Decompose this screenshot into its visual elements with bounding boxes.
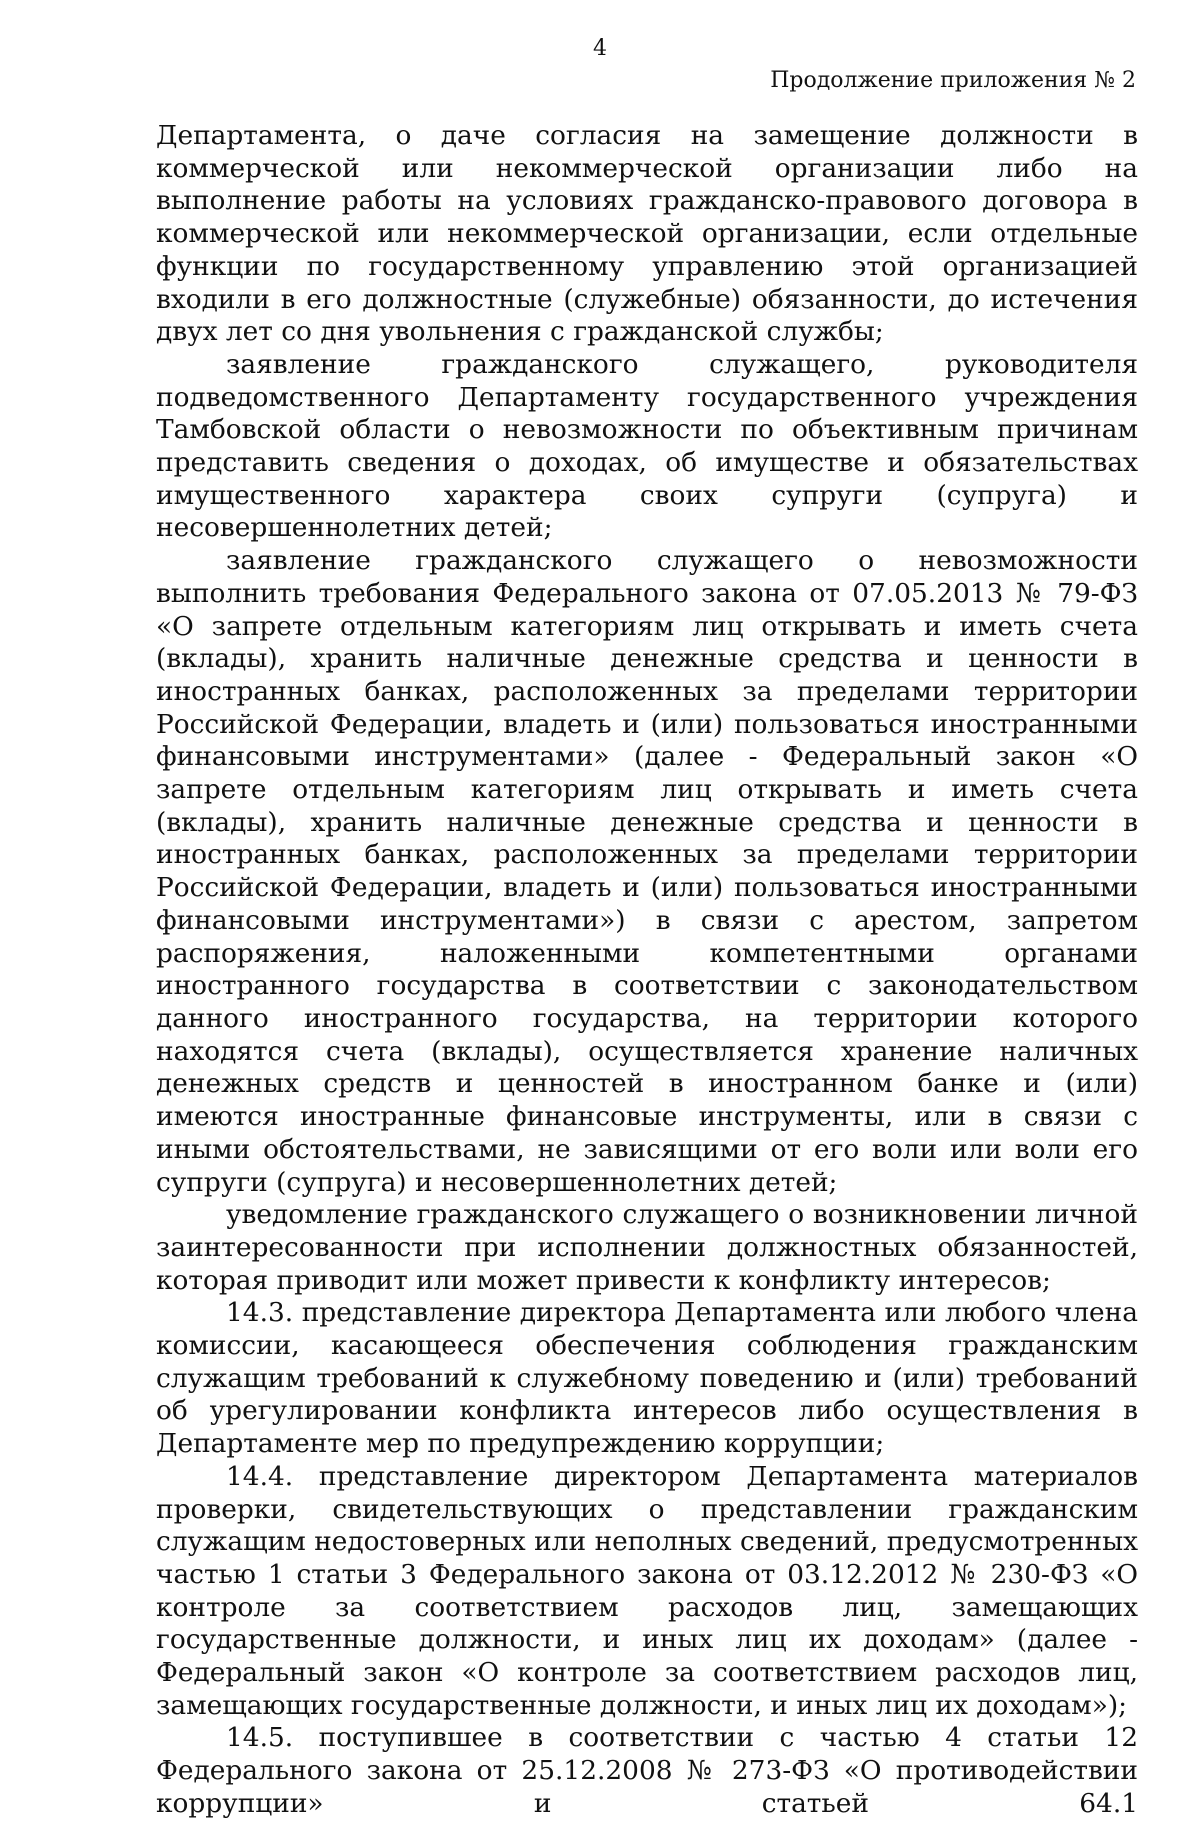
document-body bbox=[156, 120, 1138, 1821]
page-number: 4 bbox=[593, 36, 607, 61]
appendix-continuation-note: Продолжение приложения № 2 bbox=[770, 68, 1136, 93]
paragraph-14-4: 14.4. представление директором Департамента материалов проверки, свидетельствующих о представлении гражданским служащим недостоверных или неполных сведений, предусмотренных частью 1 статьи 3 Федерального закона от 03.12.2012 № 230-ФЗ «О контроле за соответствием расходов лиц, замещающих государственные должности, и иных лиц их доходам» (далее - Федеральный закон «О контроле за соответствием расходов лиц, замещающих государственные должности, и иных лиц их доходам»); bbox=[156, 1460, 1138, 1721]
paragraph-4: уведомление гражданского служащего о возникновении личной заинтересованности при исполнении должностных обязанностей, которая приводит или может привести к конфликту интересов; bbox=[156, 1199, 1138, 1296]
paragraph-14-5: 14.5. поступившее в соответствии с частью 4 статьи 12 Федерального закона от 25.12.2008 № 273-ФЗ «О противодействии коррупции» и статьей 64.1 bbox=[156, 1722, 1138, 1819]
paragraph-3: заявление гражданского служащего о невозможности выполнить требования Федерального закона от 07.05.2013 № 79-ФЗ «О запрете отдельным категориям лиц открывать и иметь счета (вклады), хранить наличные денежные средства и ценности в иностранных банках, расположенных за пределами территории Российской Федерации, владеть и (или) пользоваться иностранными финансовыми инструментами» (далее - Федеральный закон «О запрете отдельным категориям лиц открывать и иметь счета (вклады), хранить наличные денежные средства и ценности в иностранных банках, расположенных за пределами территории Российской Федерации, владеть и (или) пользоваться иностранными финансовыми инструментами») в связи с арестом, запретом распоряжения, наложенными компетентными органами иностранного государства в соответствии с законодательством данного иностранного государства, на территории которого находятся счета (вклады), осуществляется хранение наличных денежных средств и ценностей в иностранном банке и (или) имеются иностранные финансовые инструменты, или в связи с иными обстоятельствами, не зависящими от его воли или воли его супруги (супруга) и несовершеннолетних детей; bbox=[156, 545, 1138, 1198]
paragraph-1: Департамента, о даче согласия на замещение должности в коммерческой или некоммерческой организации либо на выполнение работы на условиях гражданско-правового договора в коммерческой или некоммерческой организации, если отдельные функции по государственному управлению этой организацией входили в его должностные (служебные) обязанности, до истечения двух лет со дня увольнения с гражданской службы; bbox=[156, 120, 1138, 348]
paragraph-2: заявление гражданского служащего, руководителя подведомственного Департаменту государственного учреждения Тамбовской области о невозможности по объективным причинам представить сведения о доходах, об имуществе и обязательствах имущественного характера своих супруги (супруга) и несовершеннолетних детей; bbox=[156, 348, 1138, 544]
paragraph-14-3: 14.3. представление директора Департамента или любого члена комиссии, касающееся обеспечения соблюдения гражданским служащим требований к служебному поведению и (или) требований об урегулировании конфликта интересов либо осуществления в Департаменте мер по предупреждению коррупции; bbox=[156, 1297, 1138, 1460]
